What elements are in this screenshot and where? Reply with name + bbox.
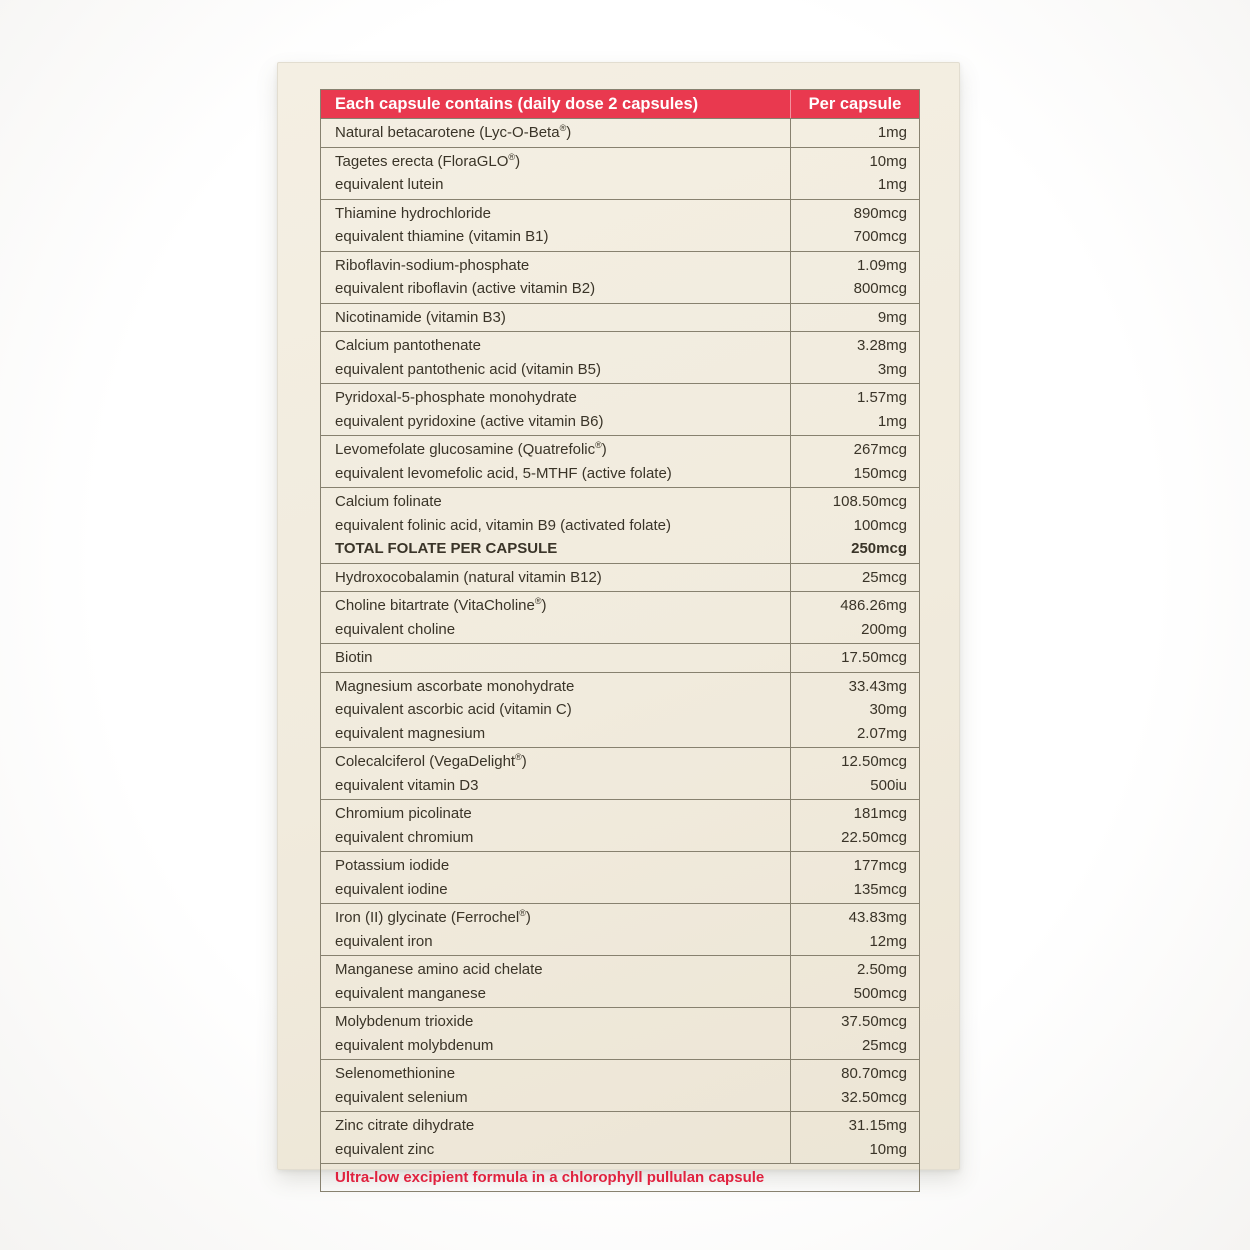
table-row — [321, 488, 919, 564]
ingredient-label: Riboflavin-sodium-phosphate — [335, 256, 530, 274]
table-body — [321, 119, 919, 1164]
ingredient-value: 250mcg — [851, 540, 907, 557]
table-row — [321, 332, 919, 384]
ingredient-value: 108.50mcg — [832, 493, 907, 510]
ingredient-amount-cell — [791, 852, 919, 903]
ingredient-label: equivalent levomefolic acid, 5-MTHF (active folate) — [335, 464, 672, 482]
ingredient-value: 800mcg — [853, 280, 907, 297]
ingredient-amount-cell — [791, 384, 919, 435]
ingredient-value: 43.83mg — [848, 909, 907, 926]
footer-note: Ultra-low excipient formula in a chlorophyll pullulan capsule — [335, 1169, 765, 1186]
table-row — [321, 800, 919, 852]
table-row — [321, 436, 919, 488]
ingredient-value: 22.50mcg — [841, 828, 907, 846]
table-row — [321, 148, 919, 200]
table-row — [321, 956, 919, 1008]
ingredient-amount-cell — [791, 956, 919, 1007]
ingredient-value: 1mg — [877, 412, 907, 430]
ingredient-value: 12mg — [869, 932, 907, 950]
ingredient-label: equivalent choline — [335, 620, 456, 638]
ingredient-name-cell — [321, 904, 791, 955]
ingredient-label: Calcium pantothenate — [335, 337, 481, 354]
ingredient-name-cell — [321, 332, 791, 383]
table-row — [321, 119, 919, 148]
ingredient-amount-cell — [791, 436, 919, 487]
ingredient-name-cell — [321, 1060, 791, 1111]
ingredient-value: 30mg — [869, 701, 907, 718]
ingredient-name-cell — [321, 119, 791, 147]
ingredient-amount-cell — [791, 119, 919, 147]
ingredient-label: equivalent iodine — [335, 880, 448, 898]
table-row — [321, 592, 919, 644]
ingredient-label: equivalent thiamine (vitamin B1) — [335, 228, 549, 245]
ingredient-label: Manganese amino acid chelate — [335, 961, 543, 978]
ingredient-amount-cell — [791, 304, 919, 332]
ingredient-name-cell — [321, 1112, 791, 1163]
ingredient-amount-cell — [791, 148, 919, 199]
ingredient-label: equivalent ascorbic acid (vitamin C) — [335, 701, 572, 718]
ingredient-name-cell — [321, 564, 791, 592]
ingredient-amount-cell — [791, 564, 919, 592]
ingredient-name-cell — [321, 148, 791, 199]
ingredient-label: Magnesium ascorbate monohydrate — [335, 677, 575, 695]
table-row — [321, 904, 919, 956]
ingredient-value: 9mg — [877, 308, 907, 326]
ingredient-value: 2.07mg — [856, 724, 907, 742]
table-row — [321, 644, 919, 673]
table-row — [321, 748, 919, 800]
ingredient-value: 150mcg — [853, 464, 907, 482]
ingredient-label: Zinc citrate dihydrate — [335, 1117, 475, 1134]
table-row — [321, 852, 919, 904]
ingredient-name-cell — [321, 852, 791, 903]
ingredient-amount-cell — [791, 1008, 919, 1059]
ingredient-value: 25mcg — [861, 568, 907, 586]
ingredient-name-cell — [321, 436, 791, 487]
ingredient-label: equivalent selenium — [335, 1088, 468, 1106]
ingredient-name-cell — [321, 800, 791, 851]
ingredient-value: 1mg — [877, 124, 907, 141]
ingredient-value: 10mg — [869, 1140, 907, 1158]
table-header-per-capsule: Per capsule — [808, 95, 902, 113]
ingredients-table — [320, 89, 920, 1192]
ingredient-label: Thiamine hydrochloride — [335, 204, 491, 222]
ingredient-amount-cell — [791, 332, 919, 383]
table-header-row — [321, 90, 919, 119]
ingredient-label: Tagetes erecta (FloraGLO®) — [335, 151, 521, 170]
ingredient-label: Hydroxocobalamin (natural vitamin B12) — [335, 568, 602, 586]
ingredient-value: 500mcg — [853, 984, 907, 1002]
ingredient-value: 890mcg — [853, 204, 907, 222]
ingredient-label: equivalent folinic acid, vitamin B9 (activated folate) — [335, 516, 672, 534]
ingredient-label: Potassium iodide — [335, 857, 450, 874]
ingredient-value: 80.70mcg — [841, 1065, 907, 1082]
ingredient-amount-cell — [791, 252, 919, 303]
product-box-panel — [277, 62, 960, 1186]
ingredient-name-cell — [321, 673, 791, 748]
ingredient-label: equivalent iron — [335, 932, 433, 950]
ingredient-label: Choline bitartrate (VitaCholine®) — [335, 596, 547, 614]
table-row — [321, 1112, 919, 1164]
ingredient-value: 37.50mcg — [841, 1013, 907, 1030]
ingredient-amount-cell — [791, 748, 919, 799]
ingredient-label: Calcium folinate — [335, 493, 442, 510]
ingredient-amount-cell — [791, 200, 919, 251]
ingredient-label: equivalent pyridoxine (active vitamin B6) — [335, 412, 604, 430]
ingredient-name-cell — [321, 488, 791, 563]
ingredient-value: 486.26mg — [840, 597, 907, 614]
ingredient-name-cell — [321, 252, 791, 303]
ingredient-amount-cell — [791, 592, 919, 643]
ingredient-value: 135mcg — [853, 880, 907, 898]
ingredient-value: 1.57mg — [856, 389, 907, 406]
ingredient-value: 25mcg — [861, 1036, 907, 1054]
table-row — [321, 200, 919, 252]
ingredient-label: equivalent magnesium — [335, 724, 486, 742]
ingredient-value: 200mg — [861, 620, 907, 638]
ingredient-label: equivalent pantothenic acid (vitamin B5) — [335, 360, 601, 378]
ingredient-label: Pyridoxal-5-phosphate monohydrate — [335, 389, 577, 406]
ingredient-name-cell — [321, 748, 791, 799]
ingredient-label: Levomefolate glucosamine (Quatrefolic®) — [335, 440, 607, 458]
ingredient-label: Molybdenum trioxide — [335, 1013, 474, 1030]
ingredient-value: 1mg — [877, 176, 907, 193]
ingredient-amount-cell — [791, 1060, 919, 1111]
ingredient-label: equivalent lutein — [335, 176, 444, 193]
ingredient-label: Iron (II) glycinate (Ferrochel®) — [335, 908, 531, 926]
ingredient-name-cell — [321, 592, 791, 643]
ingredient-amount-cell — [791, 1112, 919, 1163]
ingredient-amount-cell — [791, 904, 919, 955]
ingredient-label: Colecalciferol (VegaDelight®) — [335, 752, 527, 770]
ingredient-label: equivalent zinc — [335, 1140, 435, 1158]
table-row — [321, 1008, 919, 1060]
ingredient-label: Natural betacarotene (Lyc-O-Beta®) — [335, 123, 572, 141]
ingredient-name-cell — [321, 304, 791, 332]
ingredient-label: Biotin — [335, 649, 373, 666]
ingredient-value: 17.50mcg — [841, 649, 907, 666]
table-row — [321, 304, 919, 333]
ingredient-name-cell — [321, 200, 791, 251]
ingredient-label: equivalent riboflavin (active vitamin B2) — [335, 280, 596, 297]
ingredient-label: Selenomethionine — [335, 1065, 456, 1082]
ingredient-name-cell — [321, 644, 791, 672]
ingredient-value: 700mcg — [853, 228, 907, 245]
ingredient-label: equivalent chromium — [335, 828, 474, 846]
table-row — [321, 673, 919, 749]
ingredient-amount-cell — [791, 488, 919, 563]
ingredient-value: 267mcg — [853, 441, 907, 458]
table-row — [321, 384, 919, 436]
ingredient-value: 100mcg — [853, 516, 907, 534]
table-row — [321, 564, 919, 593]
table-row — [321, 1060, 919, 1112]
ingredient-value: 2.50mg — [856, 961, 907, 978]
ingredient-label: equivalent manganese — [335, 984, 486, 1002]
table-header-ingredients: Each capsule contains (daily dose 2 capsules) — [321, 90, 791, 118]
ingredient-label: equivalent vitamin D3 — [335, 776, 479, 794]
ingredient-value: 31.15mg — [848, 1117, 907, 1134]
ingredient-amount-cell — [791, 800, 919, 851]
ingredient-value: 500iu — [870, 776, 907, 794]
table-row — [321, 252, 919, 304]
ingredient-value: 1.09mg — [856, 256, 907, 274]
ingredient-value: 3.28mg — [856, 337, 907, 354]
ingredient-value: 33.43mg — [848, 677, 907, 695]
ingredient-label: equivalent molybdenum — [335, 1036, 494, 1054]
ingredient-label: Nicotinamide (vitamin B3) — [335, 308, 506, 326]
ingredient-name-cell — [321, 956, 791, 1007]
ingredient-label: Chromium picolinate — [335, 805, 472, 822]
ingredient-value: 181mcg — [853, 805, 907, 822]
ingredient-value: 32.50mcg — [841, 1088, 907, 1106]
ingredient-value: 3mg — [877, 360, 907, 378]
ingredient-name-cell — [321, 384, 791, 435]
ingredient-name-cell — [321, 1008, 791, 1059]
ingredient-amount-cell — [791, 673, 919, 748]
ingredient-amount-cell — [791, 644, 919, 672]
ingredient-label: TOTAL FOLATE PER CAPSULE — [335, 540, 558, 557]
ingredient-value: 12.50mcg — [841, 753, 907, 770]
ingredient-value: 10mg — [869, 152, 907, 170]
ingredient-value: 177mcg — [853, 857, 907, 874]
